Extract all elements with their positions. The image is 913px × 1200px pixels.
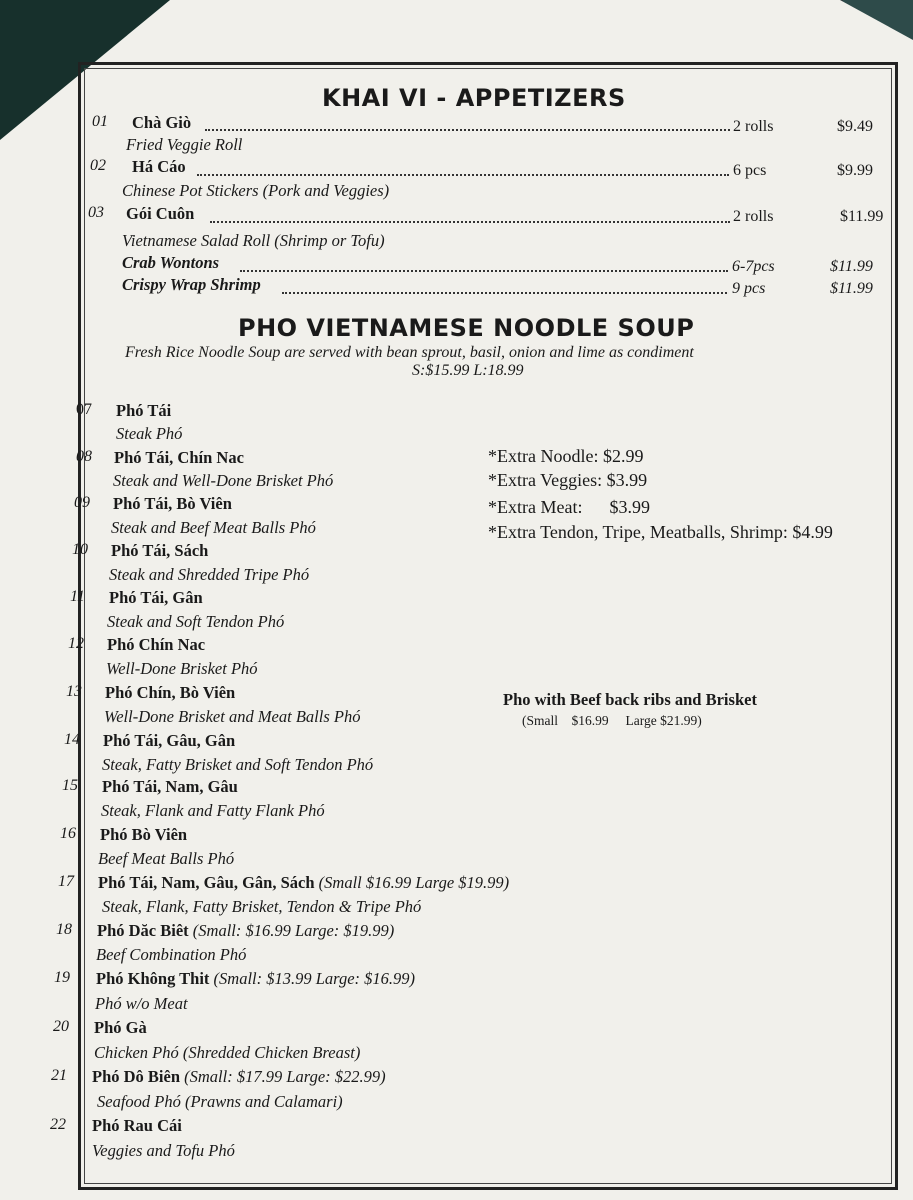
appetizer-price: $9.99 <box>837 162 873 179</box>
pho-item-name: Phó Tái, Gân <box>109 588 203 607</box>
appetizer-name: Há Cáo <box>132 157 186 176</box>
pho-item-number: 15 <box>62 777 78 794</box>
pho-item-name <box>98 873 509 893</box>
appetizer-price: $11.99 <box>830 280 873 297</box>
appetizer-name: Crispy Wrap Shrimp <box>122 275 261 294</box>
pho-item-description: Steak Phó <box>116 424 183 443</box>
special-item-title: Pho with Beef back ribs and Brisket <box>503 690 757 709</box>
appetizer-quantity: 6-7pcs <box>732 258 775 275</box>
pho-item-name <box>92 1067 386 1087</box>
pho-item-number: 17 <box>58 873 74 890</box>
pho-item-number: 11 <box>70 588 85 605</box>
dot-leader <box>197 174 729 176</box>
appetizer-quantity: 2 rolls <box>733 208 774 225</box>
appetizer-quantity: 2 rolls <box>733 118 774 135</box>
pho-item-name: Phó Gà <box>94 1018 147 1037</box>
pho-subtitle: Fresh Rice Noodle Soup are served with bean sprout, basil, onion and lime as condiment <box>125 344 694 361</box>
pho-item-size-prices: (Small: $13.99 Large: $16.99) <box>213 969 416 988</box>
pho-heading: PHO VIETNAMESE NOODLE SOUP <box>238 314 695 342</box>
pho-item-name: Phó Tái, Sách <box>111 541 209 560</box>
appetizer-price: $11.99 <box>830 258 873 275</box>
appetizer-description: Chinese Pot Stickers (Pork and Veggies) <box>122 181 390 200</box>
pho-item-number: 08 <box>76 448 92 465</box>
appetizer-price: $11.99 <box>840 208 884 225</box>
appetizer-number: 02 <box>90 157 106 174</box>
pho-item-description: Chicken Phó (Shredded Chicken Breast) <box>94 1043 361 1062</box>
appetizers-heading: KHAI VI - APPETIZERS <box>322 84 626 112</box>
appetizer-quantity: 6 pcs <box>733 162 767 179</box>
pho-item-name-text: Phó Dăc Biêt <box>97 921 189 940</box>
pho-item-name: Phó Tái, Nam, Gâu <box>102 777 238 796</box>
extra-veggies-price: *Extra Veggies: $3.99 <box>488 470 648 490</box>
pho-item-number: 20 <box>53 1018 69 1035</box>
pho-item-name: Phó Chín Nac <box>107 635 206 654</box>
pho-item-name-text: Phó Tái, Nam, Gâu, Gân, Sách <box>98 873 315 892</box>
appetizer-description: Fried Veggie Roll <box>126 135 243 154</box>
pho-item-name: Phó Bò Viên <box>100 825 188 844</box>
extra-tendon-tripe-price: *Extra Tendon, Tripe, Meatballs, Shrimp: $4.99 <box>488 522 833 542</box>
special-item-prices: (Small $16.99 Large $21.99) <box>522 713 702 728</box>
pho-item-name: Phó Tái, Bò Viên <box>113 494 232 513</box>
pho-item-description: Beef Combination Phó <box>96 945 247 964</box>
pho-item-number: 13 <box>66 683 82 700</box>
pho-item-number: 12 <box>68 635 84 652</box>
pho-item-number: 10 <box>72 541 88 558</box>
pho-item-description: Beef Meat Balls Phó <box>98 849 235 868</box>
appetizer-quantity: 9 pcs <box>732 280 766 297</box>
dot-leader <box>240 270 728 272</box>
pho-item-description: Veggies and Tofu Phó <box>92 1141 235 1160</box>
pho-item-name: Phó Tái, Chín Nac <box>114 448 244 467</box>
pho-item-description: Steak and Shredded Tripe Phó <box>109 565 310 584</box>
appetizer-name: Crab Wontons <box>122 253 220 272</box>
pho-item-size-prices: (Small: $17.99 Large: $22.99) <box>184 1067 386 1086</box>
dot-leader <box>210 221 730 223</box>
pho-item-description: Seafood Phó (Prawns and Calamari) <box>97 1092 343 1111</box>
appetizer-number: 03 <box>88 204 104 221</box>
pho-item-name <box>97 921 394 941</box>
appetizer-description: Vietnamese Salad Roll (Shrimp or Tofu) <box>122 231 385 250</box>
pho-item-description: Steak and Beef Meat Balls Phó <box>111 518 316 537</box>
appetizer-name: Gói Cuôn <box>126 204 195 223</box>
pho-item-number: 19 <box>54 969 70 986</box>
pho-item-description: Steak and Well-Done Brisket Phó <box>113 471 334 490</box>
pho-item-name-text: Phó Dô Biên <box>92 1067 181 1086</box>
pho-item-description: Steak, Fatty Brisket and Soft Tendon Phó <box>102 755 374 774</box>
pho-item-name: Phó Rau Cái <box>92 1116 182 1135</box>
pho-item-number: 21 <box>51 1067 67 1084</box>
pho-item-description: Well-Done Brisket Phó <box>106 659 258 678</box>
extra-meat-price: *Extra Meat: $3.99 <box>488 497 650 517</box>
dot-leader <box>205 129 730 131</box>
extra-noodle-price: *Extra Noodle: $2.99 <box>488 446 644 466</box>
pho-size-prices: S:$15.99 L:18.99 <box>412 362 524 379</box>
pho-item-description: Phó w/o Meat <box>95 994 188 1013</box>
pho-item-number: 07 <box>76 401 92 418</box>
pho-item-number: 22 <box>50 1116 66 1133</box>
pho-item-description: Steak and Soft Tendon Phó <box>107 612 285 631</box>
pho-item-name: Phó Chín, Bò Viên <box>105 683 236 702</box>
pho-item-size-prices: (Small $16.99 Large $19.99) <box>318 873 510 892</box>
pho-item-size-prices: (Small: $16.99 Large: $19.99) <box>192 921 395 940</box>
appetizer-name: Chà Giò <box>132 113 192 132</box>
pho-item-number: 14 <box>64 731 80 748</box>
appetizer-price: $9.49 <box>837 118 873 135</box>
pho-item-name-text: Phó Không Thit <box>96 969 210 988</box>
pho-item-description: Steak, Flank, Fatty Brisket, Tendon & Tripe Phó <box>102 897 422 916</box>
pho-item-number: 09 <box>74 494 90 511</box>
pho-item-name <box>96 969 415 989</box>
pho-item-number: 18 <box>56 921 72 938</box>
pho-item-description: Well-Done Brisket and Meat Balls Phó <box>104 707 361 726</box>
pho-item-name: Phó Tái <box>116 401 172 420</box>
dot-leader <box>282 292 727 294</box>
pho-item-number: 16 <box>60 825 76 842</box>
pho-item-description: Steak, Flank and Fatty Flank Phó <box>101 801 325 820</box>
pho-item-name: Phó Tái, Gâu, Gân <box>103 731 236 750</box>
appetizer-number: 01 <box>92 113 108 130</box>
